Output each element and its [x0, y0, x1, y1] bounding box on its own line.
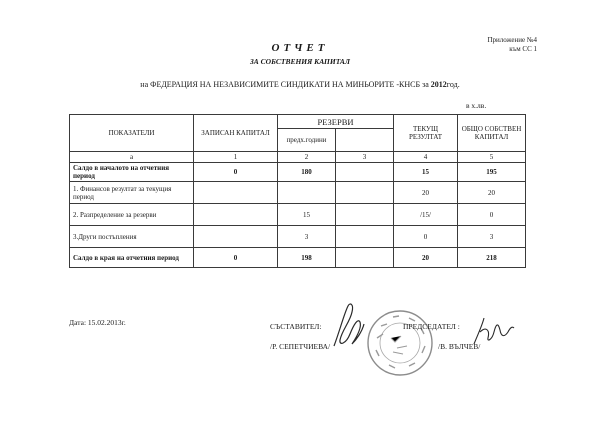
compiler-label: СЪСТАВИТЕЛ: [270, 322, 322, 331]
row-capital: 0 [194, 163, 278, 182]
organization-stamp [365, 308, 435, 378]
row-total: 218 [458, 248, 526, 268]
table-row [70, 163, 526, 182]
index-row [70, 152, 526, 163]
equity-report-table [69, 114, 526, 268]
compiler-signature [330, 300, 366, 352]
organization-suffix: год. [446, 80, 460, 89]
header-current-result: ТЕКУЩ РЕЗУЛТАТ [394, 115, 458, 152]
row-other-reserves [336, 204, 394, 226]
chairman-signature [468, 310, 518, 350]
row-total: 20 [458, 182, 526, 204]
header-capital: ЗАПИСАН КАПИТАЛ [194, 115, 278, 152]
compiler-name: /Р. СЕПЕТЧИЕВА/ [270, 342, 331, 351]
header-total-equity: ОБЩО СОБСТВЕН КАПИТАЛ [458, 115, 526, 152]
row-label: 2. Разпределение за резерви [70, 204, 194, 226]
chairman-name: /В. ВЪЛЧЕВ/ [438, 342, 481, 351]
index-cell: а [70, 152, 194, 163]
row-current-result: 20 [394, 182, 458, 204]
currency-unit: в х.лв. [466, 101, 487, 110]
row-label: 3.Други постъпления [70, 226, 194, 248]
organization-line [0, 80, 600, 89]
row-total: 195 [458, 163, 526, 182]
row-capital [194, 226, 278, 248]
index-cell: 4 [394, 152, 458, 163]
report-subtitle: ЗА СОБСТВЕНИЯ КАПИТАЛ [249, 57, 350, 66]
index-cell: 5 [458, 152, 526, 163]
row-other-reserves [336, 163, 394, 182]
appendix-line-2: към СС 1 [509, 45, 537, 53]
header-indicators: ПОКАЗАТЕЛИ [70, 115, 194, 152]
row-current-result: 20 [394, 248, 458, 268]
index-cell: 3 [336, 152, 394, 163]
row-label: Салдо в началото на отчетния период [70, 163, 194, 182]
row-prev-years [278, 182, 336, 204]
table-row [70, 248, 526, 268]
organization-prefix: на ФЕДЕРАЦИЯ НА НЕЗАВИСИМИТЕ СИНДИКАТИ НА МИНЬОРИТЕ -КНСБ за [140, 80, 431, 89]
header-prev-years: предх.години [278, 129, 336, 152]
table-row [70, 182, 526, 204]
row-label: Салдо в края на отчетния период [70, 248, 194, 268]
row-prev-years: 3 [278, 226, 336, 248]
header-empty [336, 129, 394, 152]
row-capital: 0 [194, 248, 278, 268]
chairman-label: ПРЕДСЕДАТЕЛ : [403, 322, 460, 331]
row-capital [194, 204, 278, 226]
header-reserves: РЕЗЕРВИ [278, 115, 394, 129]
table-row [70, 204, 526, 226]
row-label: 1. Финансов резултат за текущия период [70, 182, 194, 204]
report-date: Дата: 15.02.2013г. [69, 318, 126, 327]
report-year: 2012 [430, 80, 447, 89]
row-other-reserves [336, 182, 394, 204]
row-prev-years: 15 [278, 204, 336, 226]
row-other-reserves [336, 226, 394, 248]
index-cell: 1 [194, 152, 278, 163]
row-total: 0 [458, 204, 526, 226]
row-total: 3 [458, 226, 526, 248]
row-prev-years: 180 [278, 163, 336, 182]
appendix-line-1: Приложение №4 [487, 36, 537, 44]
row-capital [194, 182, 278, 204]
table-row [70, 226, 526, 248]
index-cell: 2 [278, 152, 336, 163]
row-prev-years: 198 [278, 248, 336, 268]
row-current-result: 15 [394, 163, 458, 182]
row-other-reserves [336, 248, 394, 268]
row-current-result: 0 [394, 226, 458, 248]
header-row [70, 115, 526, 129]
report-title: ОТЧЕТ [271, 42, 329, 54]
row-current-result: /15/ [394, 204, 458, 226]
